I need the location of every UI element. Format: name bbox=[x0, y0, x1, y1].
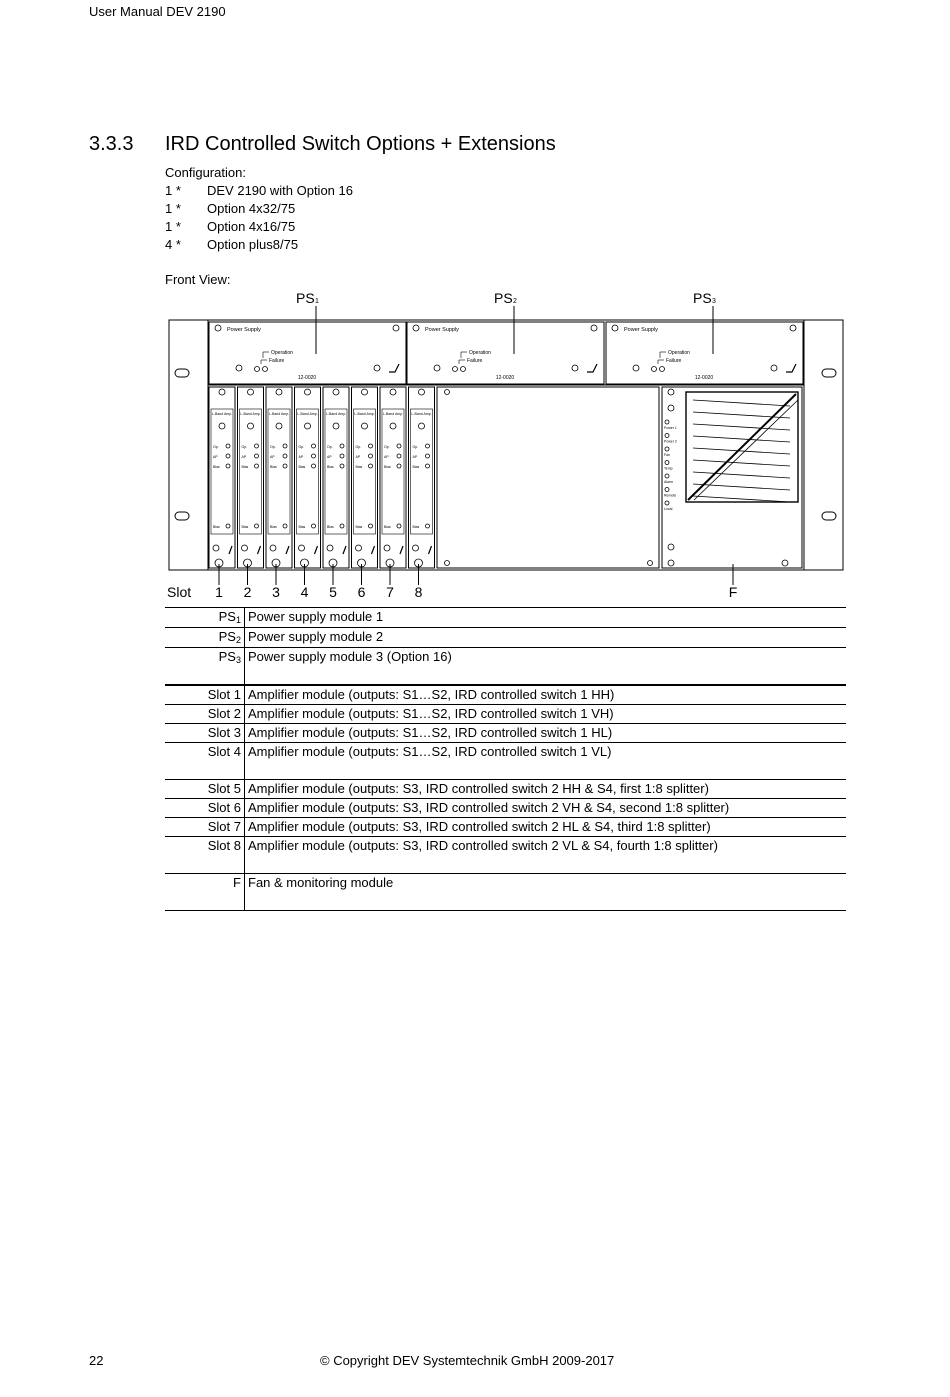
screw-icon bbox=[215, 325, 221, 331]
screw-icon bbox=[413, 545, 419, 551]
connector-icon bbox=[219, 423, 225, 429]
led-icon bbox=[340, 464, 344, 468]
fan-label: F bbox=[728, 584, 738, 600]
screw-icon bbox=[305, 389, 311, 395]
slot-number: 6 bbox=[357, 584, 366, 600]
ps-operation-label: Operation bbox=[668, 350, 690, 356]
amp-led-label: Op. bbox=[384, 445, 390, 449]
amp-panel-title: L-Band Amp. bbox=[325, 412, 347, 416]
led-icon bbox=[255, 367, 260, 372]
led-icon bbox=[340, 524, 344, 528]
led-icon bbox=[665, 434, 669, 438]
screw-icon bbox=[668, 560, 674, 566]
ps-failure-label: Failure bbox=[666, 358, 682, 364]
configuration-item: 1 * Option 4x32/75 bbox=[165, 201, 296, 216]
screw-icon bbox=[633, 365, 639, 371]
amp-bias-label: Bias bbox=[384, 525, 391, 529]
fan-led-label: Local bbox=[664, 507, 673, 511]
amp-led-label: Bias bbox=[270, 465, 277, 469]
amp-led-label: Op. bbox=[213, 445, 219, 449]
led-icon bbox=[340, 444, 344, 448]
legend-table bbox=[165, 607, 846, 911]
amp-bias-label: Bias bbox=[412, 525, 420, 529]
ps-label: PS bbox=[693, 290, 712, 306]
configuration-item: 1 * Option 4x16/75 bbox=[165, 219, 296, 234]
screw-icon bbox=[668, 389, 674, 395]
connector-icon bbox=[390, 423, 396, 429]
led-icon bbox=[226, 454, 230, 458]
amp-bias-label: Bias bbox=[327, 525, 334, 529]
screw-icon bbox=[591, 325, 597, 331]
copyright: © Copyright DEV Systemtechnik GmbH 2009-2017 bbox=[320, 1353, 615, 1368]
led-icon bbox=[426, 464, 430, 468]
ps-failure-label: Failure bbox=[467, 358, 483, 364]
legend-row: Slot 3 Amplifier module (outputs: S1…S2, IRD controlled switch 1 HL) bbox=[165, 724, 846, 743]
amp-front-panel bbox=[297, 409, 319, 534]
led-icon bbox=[255, 454, 259, 458]
screw-icon bbox=[276, 389, 282, 395]
led-icon bbox=[397, 524, 401, 528]
switch-icon bbox=[429, 546, 432, 554]
amp-led-label: AP bbox=[355, 455, 361, 459]
screw-icon bbox=[771, 365, 777, 371]
screw-icon bbox=[782, 560, 788, 566]
section-number: 3.3.3 bbox=[89, 133, 134, 155]
slot-number: 7 bbox=[386, 584, 394, 600]
screw-icon bbox=[236, 365, 242, 371]
legend-row: Slot 5 Amplifier module (outputs: S3, IRD controlled switch 2 HH & S4, first 1:8 splitter) bbox=[165, 780, 846, 799]
screw-icon bbox=[668, 405, 674, 411]
switch-icon bbox=[343, 546, 346, 554]
switch-icon bbox=[286, 546, 289, 554]
amp-panel-title: L-Band Amp. bbox=[211, 412, 233, 416]
amp-led-label: Op. bbox=[270, 445, 276, 449]
screw-icon bbox=[374, 365, 380, 371]
led-icon bbox=[283, 464, 287, 468]
led-icon bbox=[340, 454, 344, 458]
amp-panel-title: L-Band Amp. bbox=[297, 412, 318, 416]
legend-row: F Fan & monitoring module bbox=[165, 874, 846, 911]
screw-icon bbox=[248, 389, 254, 395]
led-icon bbox=[369, 444, 373, 448]
fan-led-label: Remote bbox=[664, 493, 677, 498]
slot-label: Slot bbox=[167, 584, 192, 600]
switch-icon bbox=[372, 546, 375, 554]
screw-icon bbox=[213, 545, 219, 551]
legend-row: Slot 1 Amplifier module (outputs: S1…S2, IRD controlled switch 1 HH) bbox=[165, 685, 846, 705]
slot-number: 2 bbox=[243, 584, 252, 600]
amp-panel-title: L-Band Amp. bbox=[382, 412, 404, 416]
connector-icon bbox=[362, 423, 368, 429]
led-icon bbox=[426, 454, 430, 458]
switch-icon bbox=[786, 364, 796, 372]
led-icon bbox=[312, 524, 316, 528]
connector-icon bbox=[276, 423, 282, 429]
ps-operation-label: Operation bbox=[271, 350, 293, 356]
amp-bias-label: Bias bbox=[213, 525, 220, 529]
ps-label-sub: 1 bbox=[315, 298, 319, 305]
led-icon bbox=[263, 367, 268, 372]
slot-number: 5 bbox=[329, 584, 337, 600]
screw-icon bbox=[612, 325, 618, 331]
amp-led-label: Bias bbox=[355, 465, 363, 469]
page-number: 22 bbox=[89, 1353, 104, 1368]
switch-icon bbox=[229, 546, 232, 554]
switch-icon bbox=[389, 364, 399, 372]
fan-led-label: Fan bbox=[664, 453, 671, 457]
screw-icon bbox=[242, 545, 248, 551]
led-icon bbox=[453, 367, 458, 372]
screw-icon bbox=[790, 325, 796, 331]
amp-led-label: Op. bbox=[355, 445, 362, 449]
front-view-title: Front View: bbox=[165, 272, 231, 287]
led-icon bbox=[255, 524, 259, 528]
ps-label: PS bbox=[494, 290, 513, 306]
led-icon bbox=[283, 444, 287, 448]
amp-bias-label: Bias bbox=[241, 525, 249, 529]
switch-icon bbox=[587, 364, 597, 372]
screw-icon bbox=[445, 390, 450, 395]
running-header: User Manual DEV 2190 bbox=[89, 4, 226, 19]
screw-icon bbox=[572, 365, 578, 371]
legend-row: Slot 7 Amplifier module (outputs: S3, IRD controlled switch 2 HL & S4, third 1:8 splitter) bbox=[165, 818, 846, 837]
amp-led-label: AP bbox=[241, 455, 247, 459]
legend-row: $PS_3$ Power supply module 3 (Option 16) bbox=[165, 648, 846, 686]
led-icon bbox=[665, 488, 669, 492]
led-icon bbox=[665, 501, 669, 505]
amp-front-panel bbox=[411, 409, 433, 534]
ps-operation-label: Operation bbox=[469, 350, 491, 356]
led-icon bbox=[283, 524, 287, 528]
amp-led-label: AP bbox=[384, 455, 389, 459]
amp-led-label: AP bbox=[270, 455, 275, 459]
legend-row: $PS_1$ Power supply module 1 bbox=[165, 608, 846, 628]
ps-failure-label: Failure bbox=[269, 358, 285, 364]
ps-label-sub: 3 bbox=[712, 298, 716, 305]
front-view-diagram bbox=[160, 288, 850, 603]
amp-front-panel bbox=[325, 409, 347, 534]
ps-label-sub: 2 bbox=[513, 298, 517, 305]
amp-led-label: AP bbox=[412, 455, 418, 459]
amp-front-panel bbox=[268, 409, 290, 534]
slot-number: 8 bbox=[414, 584, 423, 600]
screw-icon bbox=[445, 561, 450, 566]
switch-icon bbox=[400, 546, 403, 554]
led-icon bbox=[312, 464, 316, 468]
led-icon bbox=[255, 444, 259, 448]
screw-icon bbox=[356, 545, 362, 551]
screw-icon bbox=[362, 389, 368, 395]
amp-led-label: Op. bbox=[298, 445, 305, 449]
connector-icon bbox=[305, 423, 311, 429]
configuration-item: 4 * Option plus8/75 bbox=[165, 237, 299, 252]
legend-row: Slot 2 Amplifier module (outputs: S1…S2, IRD controlled switch 1 VH) bbox=[165, 705, 846, 724]
ps-part-number: 12-0020 bbox=[297, 375, 317, 381]
screw-icon bbox=[668, 544, 674, 550]
connector-icon bbox=[333, 423, 339, 429]
led-icon bbox=[665, 461, 669, 465]
amp-led-label: Op. bbox=[412, 445, 419, 449]
legend-row: $PS_2$ Power supply module 2 bbox=[165, 628, 846, 648]
slot-number: 3 bbox=[272, 584, 280, 600]
amp-led-label: Op. bbox=[327, 445, 333, 449]
screw-icon bbox=[299, 545, 305, 551]
screw-icon bbox=[434, 365, 440, 371]
amp-bias-label: Bias bbox=[355, 525, 363, 529]
led-icon bbox=[369, 524, 373, 528]
amp-panel-title: L-Band Amp. bbox=[268, 412, 290, 416]
slot-number: 1 bbox=[215, 584, 223, 600]
amp-led-label: Bias bbox=[298, 465, 306, 469]
led-icon bbox=[369, 454, 373, 458]
led-icon bbox=[426, 444, 430, 448]
screw-icon bbox=[219, 389, 225, 395]
amp-panel-title: L-Band Amp. bbox=[354, 412, 375, 416]
amp-bias-label: Bias bbox=[298, 525, 306, 529]
led-icon bbox=[665, 420, 669, 424]
led-icon bbox=[369, 464, 373, 468]
led-icon bbox=[665, 474, 669, 478]
legend-row: Slot 4 Amplifier module (outputs: S1…S2, IRD controlled switch 1 VL) bbox=[165, 743, 846, 780]
amp-front-panel bbox=[382, 409, 404, 534]
configuration-item: 1 * DEV 2190 with Option 16 bbox=[165, 183, 353, 198]
switch-icon bbox=[258, 546, 261, 554]
amp-bias-label: Bias bbox=[270, 525, 277, 529]
ps-part-number: 12-0020 bbox=[694, 375, 714, 381]
screw-icon bbox=[327, 545, 333, 551]
connector-icon bbox=[419, 423, 425, 429]
legend-row: Slot 8 Amplifier module (outputs: S3, IRD controlled switch 2 VL & S4, fourth 1:8 splitter) bbox=[165, 837, 846, 874]
led-icon bbox=[652, 367, 657, 372]
led-icon bbox=[226, 524, 230, 528]
led-icon bbox=[426, 524, 430, 528]
amp-front-panel bbox=[240, 409, 262, 534]
configuration-title: Configuration: bbox=[165, 165, 246, 180]
legend-row: Slot 6 Amplifier module (outputs: S3, IRD controlled switch 2 VH & S4, second 1:8 splitter) bbox=[165, 799, 846, 818]
amp-led-label: Op. bbox=[241, 445, 248, 449]
ps-label: PS bbox=[296, 290, 315, 306]
fan-led-label: Power 2 bbox=[664, 439, 677, 444]
led-icon bbox=[397, 444, 401, 448]
screw-icon bbox=[390, 389, 396, 395]
connector-icon bbox=[248, 423, 254, 429]
led-icon bbox=[226, 444, 230, 448]
fan-led-label: Power 1 bbox=[664, 426, 677, 430]
led-icon bbox=[312, 444, 316, 448]
screw-icon bbox=[333, 389, 339, 395]
section-title: IRD Controlled Switch Options + Extensions bbox=[165, 133, 556, 155]
led-icon bbox=[397, 454, 401, 458]
amp-panel-title: L-Band Amp. bbox=[411, 412, 432, 416]
ps-part-number: 12-0020 bbox=[495, 375, 515, 381]
slot-number: 4 bbox=[300, 584, 309, 600]
screw-icon bbox=[413, 325, 419, 331]
amp-led-label: Bias bbox=[213, 465, 220, 469]
led-icon bbox=[226, 464, 230, 468]
fan-led-label: Alarm bbox=[664, 480, 674, 484]
amp-led-label: AP bbox=[298, 455, 304, 459]
amp-led-label: Bias bbox=[384, 465, 391, 469]
led-icon bbox=[665, 447, 669, 451]
amp-led-label: Bias bbox=[241, 465, 249, 469]
ps-panel-title: Power Supply bbox=[227, 327, 261, 333]
ps-panel-title: Power Supply bbox=[624, 327, 658, 333]
amp-led-label: Bias bbox=[327, 465, 334, 469]
led-icon bbox=[283, 454, 287, 458]
amp-front-panel bbox=[354, 409, 376, 534]
screw-icon bbox=[270, 545, 276, 551]
led-icon bbox=[397, 464, 401, 468]
led-icon bbox=[660, 367, 665, 372]
amp-led-label: Bias bbox=[412, 465, 420, 469]
ps-panel-title: Power Supply bbox=[425, 327, 459, 333]
amp-led-label: AP bbox=[213, 455, 218, 459]
screw-icon bbox=[393, 325, 399, 331]
screw-icon bbox=[384, 545, 390, 551]
led-icon bbox=[255, 464, 259, 468]
amp-front-panel bbox=[211, 409, 233, 534]
led-icon bbox=[312, 454, 316, 458]
amp-led-label: AP bbox=[327, 455, 332, 459]
fan-led-label: Temp bbox=[664, 466, 673, 471]
switch-icon bbox=[315, 546, 318, 554]
amp-panel-title: L-Band Amp. bbox=[240, 412, 261, 416]
led-icon bbox=[461, 367, 466, 372]
screw-icon bbox=[648, 561, 653, 566]
screw-icon bbox=[419, 389, 425, 395]
